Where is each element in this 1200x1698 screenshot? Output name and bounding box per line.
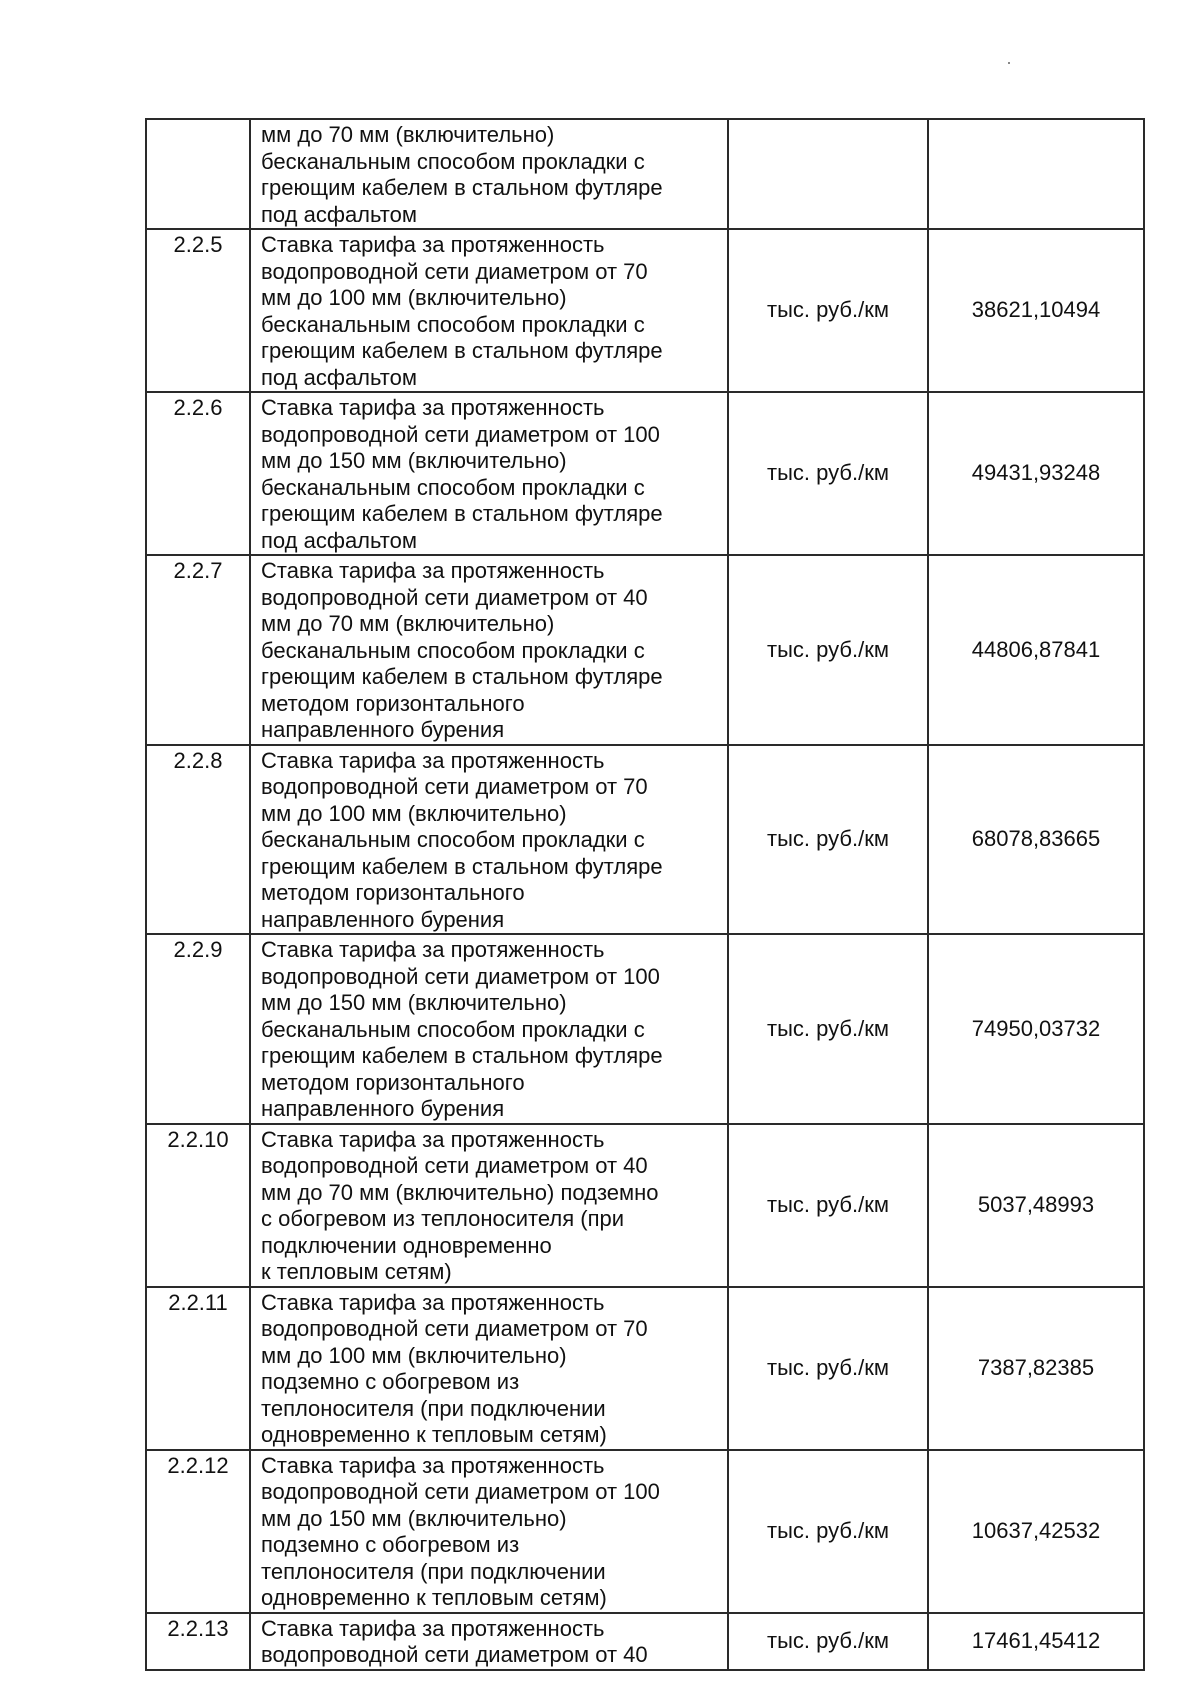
row-unit: тыс. руб./км — [728, 229, 928, 392]
row-description — [250, 1613, 728, 1670]
description-line: мм до 150 мм (включительно) — [261, 448, 567, 473]
tariff-table-body — [146, 119, 1144, 1670]
description-line: мм до 70 мм (включительно) — [261, 122, 555, 147]
table-row — [146, 119, 1144, 229]
description-line: теплоносителя (при подключении — [261, 1558, 606, 1584]
description-line: Ставка тарифа за протяженность — [261, 1615, 605, 1641]
row-unit: тыс. руб./км — [728, 392, 928, 555]
row-unit: тыс. руб./км — [728, 1613, 928, 1670]
row-number: 2.2.11 — [146, 1287, 250, 1450]
table-row — [146, 1287, 1144, 1450]
description-line: водопроводной сети диаметром от 100 — [261, 1479, 660, 1504]
row-number: 2.2.12 — [146, 1450, 250, 1613]
description-line: Ставка тарифа за протяженность — [261, 1126, 605, 1152]
description-line: бесканальным способом прокладки с — [261, 637, 645, 663]
description-line: водопроводной сети диаметром от 100 — [261, 963, 660, 989]
row-value: 7387,82385 — [928, 1287, 1144, 1450]
description-line: методом горизонтального — [261, 880, 525, 905]
description-line: под асфальтом — [261, 201, 417, 227]
description-line: мм до 70 мм (включительно) — [261, 611, 555, 636]
row-unit: тыс. руб./км — [728, 555, 928, 745]
row-description — [250, 229, 728, 392]
row-unit: тыс. руб./км — [728, 934, 928, 1124]
description-line: водопроводной сети диаметром от 40 — [261, 1642, 648, 1667]
row-unit: тыс. руб./км — [728, 1287, 928, 1450]
row-number: 2.2.10 — [146, 1124, 250, 1287]
description-line: подключении одновременно — [261, 1232, 552, 1258]
description-line: направленного бурения — [261, 906, 505, 932]
row-value: 17461,45412 — [928, 1613, 1144, 1670]
description-line: Ставка тарифа за протяженность — [261, 1452, 605, 1478]
row-value — [928, 119, 1144, 229]
description-line: мм до 150 мм (включительно) — [261, 1505, 567, 1531]
row-description — [250, 392, 728, 555]
row-unit — [728, 119, 928, 229]
row-value: 10637,42532 — [928, 1450, 1144, 1613]
description-line: одновременно к тепловым сетям) — [261, 1585, 607, 1610]
row-value: 49431,93248 — [928, 392, 1144, 555]
row-value: 74950,03732 — [928, 934, 1144, 1124]
table-row — [146, 1450, 1144, 1613]
row-value: 44806,87841 — [928, 555, 1144, 745]
description-line: бесканальным способом прокладки с — [261, 311, 645, 337]
description-line: подземно с обогревом из — [261, 1532, 520, 1557]
row-description — [250, 1124, 728, 1287]
row-description — [250, 934, 728, 1124]
table-row — [146, 1124, 1144, 1287]
row-value: 38621,10494 — [928, 229, 1144, 392]
description-line: греющим кабелем в стальном футляре — [261, 853, 663, 879]
description-line: водопроводной сети диаметром от 40 — [261, 1153, 648, 1178]
description-line: водопроводной сети диаметром от 40 — [261, 584, 648, 610]
description-line: методом горизонтального — [261, 690, 525, 716]
row-unit: тыс. руб./км — [728, 1450, 928, 1613]
scan-speck — [1008, 62, 1010, 64]
description-line: мм до 70 мм (включительно) подземно — [261, 1179, 659, 1205]
row-number: 2.2.9 — [146, 934, 250, 1124]
description-line: греющим кабелем в стальном футляре — [261, 501, 663, 526]
description-line: бесканальным способом прокладки с — [261, 827, 645, 852]
description-line: водопроводной сети диаметром от 70 — [261, 774, 648, 799]
description-line: греющим кабелем в стальном футляре — [261, 338, 663, 363]
description-line: водопроводной сети диаметром от 70 — [261, 1316, 648, 1341]
description-line: с обогревом из теплоносителя (при — [261, 1206, 625, 1231]
table-row — [146, 934, 1144, 1124]
row-number: 2.2.6 — [146, 392, 250, 555]
description-line: направленного бурения — [261, 717, 505, 742]
table-row — [146, 229, 1144, 392]
row-description — [250, 1287, 728, 1450]
description-line: мм до 150 мм (включительно) — [261, 990, 567, 1015]
description-line: мм до 100 мм (включительно) — [261, 1342, 567, 1368]
description-line: под асфальтом — [261, 364, 417, 390]
description-line: подземно с обогревом из — [261, 1369, 520, 1394]
description-line: водопроводной сети диаметром от 100 — [261, 421, 660, 447]
description-line: водопроводной сети диаметром от 70 — [261, 258, 648, 284]
description-line: греющим кабелем в стальном футляре — [261, 1043, 663, 1068]
description-line: бесканальным способом прокладки с — [261, 474, 645, 500]
row-value: 5037,48993 — [928, 1124, 1144, 1287]
description-line: греющим кабелем в стальном футляре — [261, 175, 663, 200]
row-unit: тыс. руб./км — [728, 745, 928, 935]
tariff-table — [145, 118, 1145, 1671]
row-unit: тыс. руб./км — [728, 1124, 928, 1287]
description-line: к тепловым сетям) — [261, 1259, 452, 1284]
description-line: методом горизонтального — [261, 1069, 525, 1095]
table-row — [146, 555, 1144, 745]
description-line: бесканальным способом прокладки с — [261, 1016, 645, 1042]
description-line: мм до 100 мм (включительно) — [261, 800, 567, 826]
table-row — [146, 1613, 1144, 1670]
description-line: греющим кабелем в стальном футляре — [261, 664, 663, 689]
description-line: направленного бурения — [261, 1096, 505, 1121]
row-number — [146, 119, 250, 229]
row-number: 2.2.5 — [146, 229, 250, 392]
row-description — [250, 745, 728, 935]
row-value: 68078,83665 — [928, 745, 1144, 935]
description-line: одновременно к тепловым сетям) — [261, 1422, 607, 1447]
description-line: Ставка тарифа за протяженность — [261, 1289, 605, 1315]
row-description — [250, 1450, 728, 1613]
description-line: бесканальным способом прокладки с — [261, 148, 645, 174]
description-line: Ставка тарифа за протяженность — [261, 558, 605, 583]
description-line: теплоносителя (при подключении — [261, 1395, 606, 1421]
row-description — [250, 119, 728, 229]
table-row — [146, 745, 1144, 935]
row-description — [250, 555, 728, 745]
description-line: Ставка тарифа за протяженность — [261, 232, 605, 257]
row-number: 2.2.8 — [146, 745, 250, 935]
description-line: Ставка тарифа за протяженность — [261, 395, 605, 420]
row-number: 2.2.13 — [146, 1613, 250, 1670]
description-line: под асфальтом — [261, 527, 417, 553]
description-line: Ставка тарифа за протяженность — [261, 937, 605, 962]
row-number: 2.2.7 — [146, 555, 250, 745]
description-line: мм до 100 мм (включительно) — [261, 285, 567, 310]
description-line: Ставка тарифа за протяженность — [261, 747, 605, 773]
table-row — [146, 392, 1144, 555]
